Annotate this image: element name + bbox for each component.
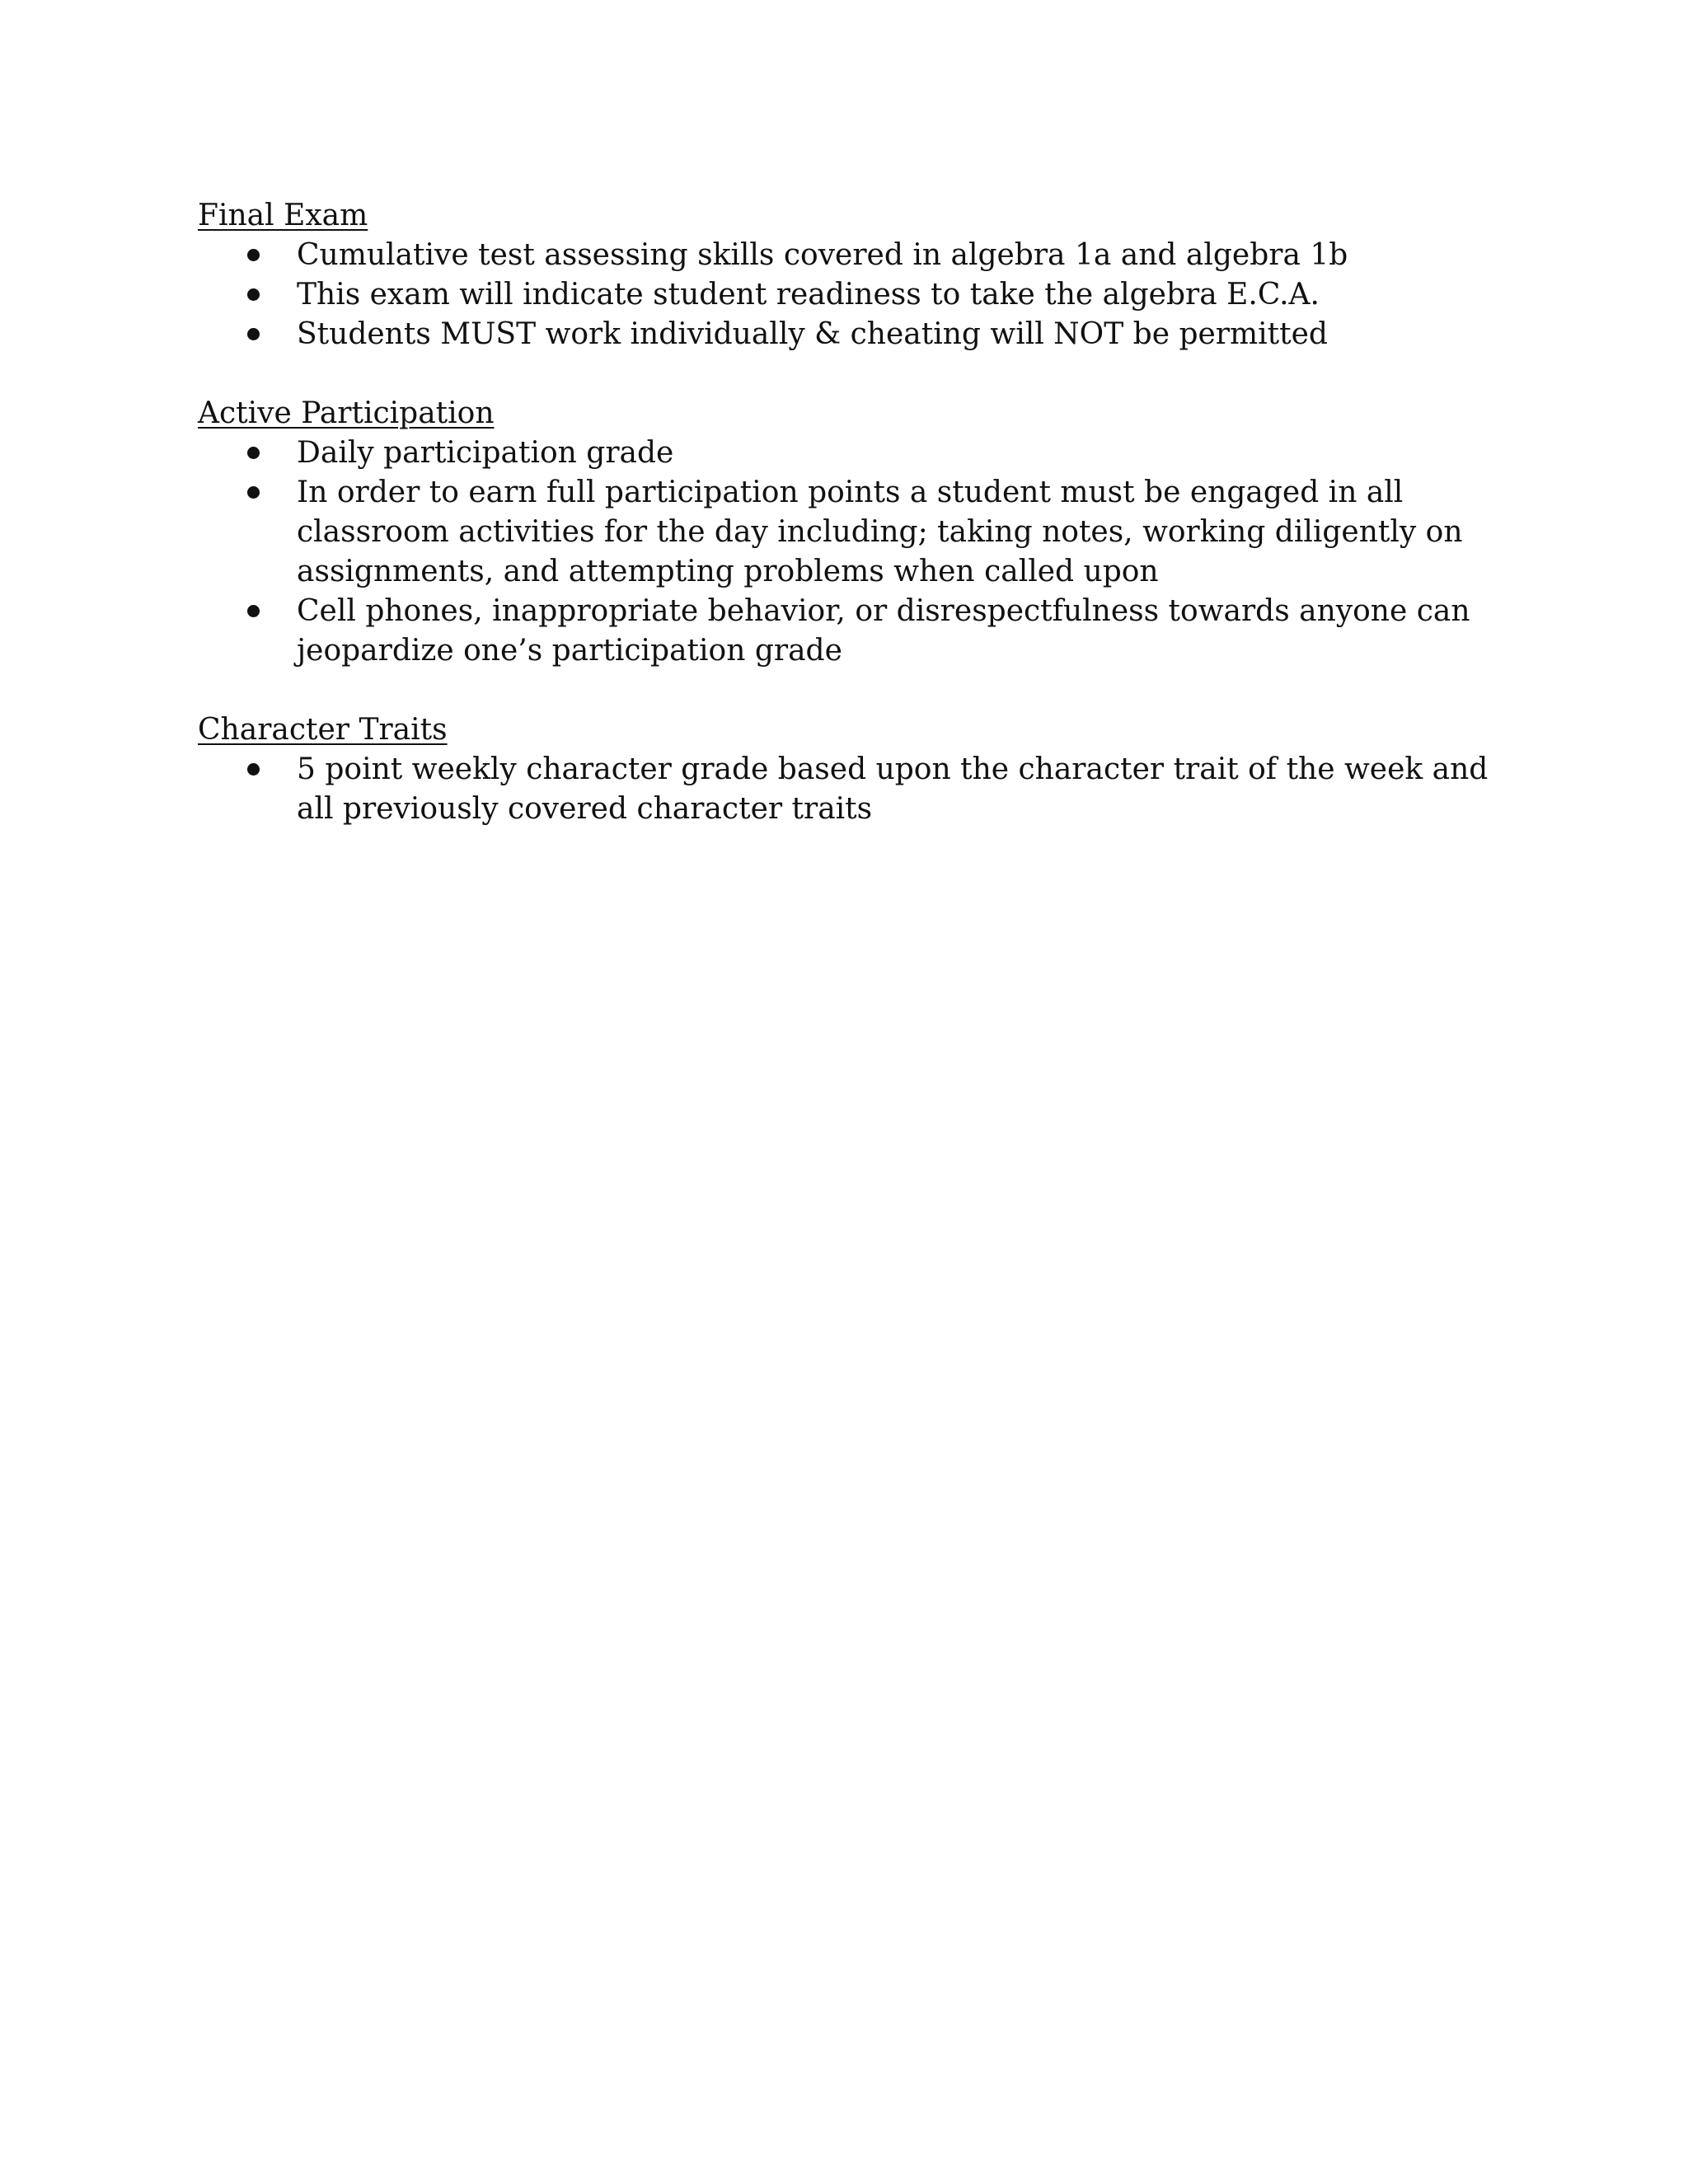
list-item	[198, 434, 1517, 473]
list-item-text: Students MUST work individually & cheating will NOT be permitted	[297, 317, 1328, 351]
bullet-list	[198, 434, 1517, 671]
bullet-list	[198, 750, 1517, 829]
list-item	[198, 275, 1517, 315]
bullet-icon	[247, 447, 260, 459]
bullet-list	[198, 236, 1517, 354]
list-item-text: Cell phones, inappropriate behavior, or disrespectfulness towards anyone can jeopardize one’s participation grade	[297, 594, 1470, 668]
section-heading: Character Traits	[198, 713, 448, 747]
bullet-icon	[247, 328, 260, 340]
section-heading: Active Participation	[198, 396, 495, 430]
section-character-traits	[198, 710, 1517, 829]
list-item	[198, 750, 1517, 829]
bullet-icon	[247, 249, 260, 261]
list-item-text: Daily participation grade	[297, 436, 674, 470]
bullet-icon	[247, 486, 260, 499]
list-item	[198, 236, 1517, 275]
list-item	[198, 473, 1517, 592]
list-item-text: This exam will indicate student readiness to take the algebra E.C.A.	[297, 278, 1320, 312]
section-heading: Final Exam	[198, 199, 368, 232]
section-active-participation	[198, 394, 1517, 671]
list-item-text: 5 point weekly character grade based upon the character trait of the week and all previously covered character traits	[297, 752, 1489, 826]
list-item	[198, 592, 1517, 671]
list-item	[198, 315, 1517, 354]
bullet-icon	[247, 605, 260, 617]
list-item-text: In order to earn full participation points a student must be engaged in all classroom activities for the day including; taking notes, working diligently on assignments, and attempting problems when called upon	[297, 476, 1463, 588]
bullet-icon	[247, 288, 260, 301]
section-final-exam	[198, 196, 1517, 354]
list-item-text: Cumulative test assessing skills covered in algebra 1a and algebra 1b	[297, 238, 1348, 272]
document-content	[198, 196, 1517, 869]
bullet-icon	[247, 763, 260, 776]
